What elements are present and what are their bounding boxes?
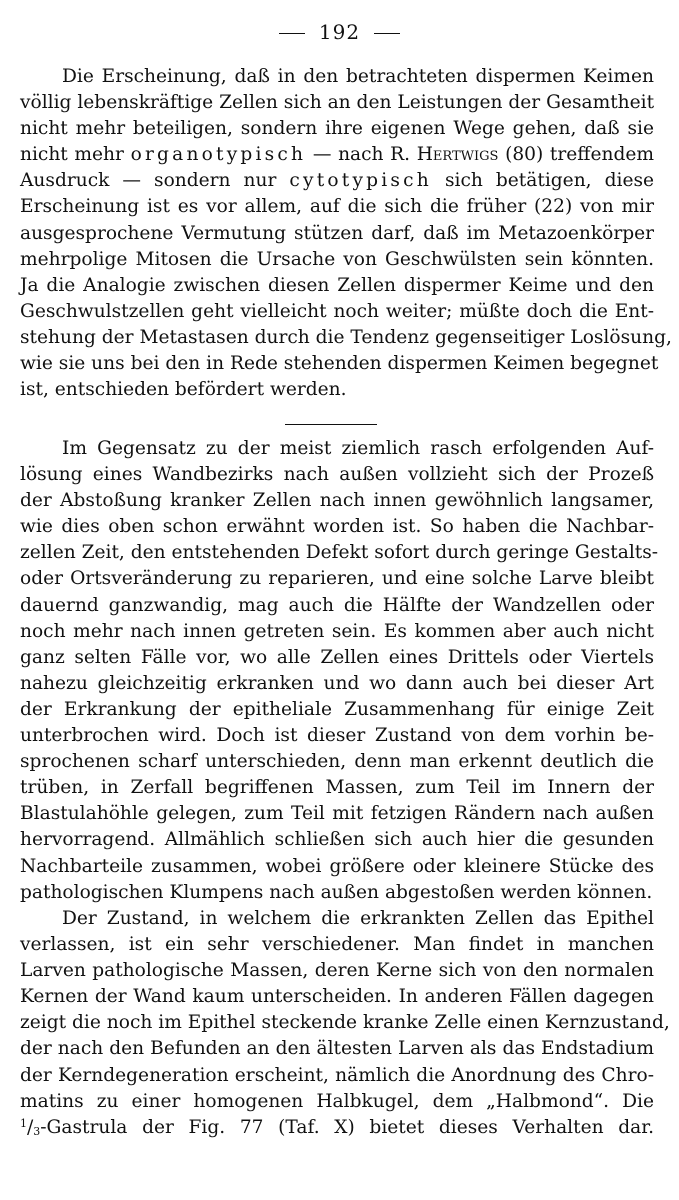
text-line-spaced: nicht mehr organotypisch — nach R. Hertwigs (80) treffendem: [20, 144, 654, 166]
text-line: der Abstoßung kranker Zellen nach innen gewöhnlich langsamer,: [20, 490, 654, 512]
spaced-term: cytotypisch: [289, 170, 432, 192]
paragraph-1: [20, 64, 672, 403]
text-line: zeigt die noch im Epithel steckende kranke Zelle einen Kernzustand,: [20, 1012, 670, 1034]
text-line: völlig lebenskräftige Zellen sich an den Leistungen der Gesamtheit: [20, 92, 655, 114]
section-divider: [285, 424, 377, 425]
text-line-spaced: Ausdruck — sondern nur cytotypisch sich betätigen, diese: [20, 170, 654, 192]
text-line: Blastulahöhle gelegen, zum Teil mit fetzigen Rändern nach außen: [20, 803, 654, 825]
text-line: Im Gegensatz zu der meist ziemlich rasch erfolgenden Auf-: [62, 438, 654, 459]
page-number: 192: [318, 20, 361, 44]
text-line-rest: -Gastrula der Fig. 77 (Taf. X) bietet dieses Verhalten dar.: [40, 1116, 654, 1138]
text-line: Geschwulstzellen geht vielleicht noch weiter; müßte doch die Ent-: [20, 300, 654, 322]
paragraph-2: [20, 436, 659, 906]
text-line: nahezu gleichzeitig erkranken und wo dann auch bei dieser Art: [20, 672, 654, 694]
text-line: lösung eines Wandbezirks nach außen vollzieht sich der Prozeß: [20, 464, 654, 486]
page-header: [0, 20, 679, 44]
text-line: der nach den Befunden an den ältesten Larven als das Endstadium: [20, 1038, 654, 1060]
text-line: verlassen, ist ein sehr verschiedener. Man findet in manchen: [20, 934, 654, 956]
text-line: der Erkrankung der epitheliale Zusammenhang für einige Zeit: [20, 698, 654, 720]
text-line: Ja die Analogie zwischen diesen Zellen dispermer Keime und den: [20, 274, 654, 296]
header-dash-left: [279, 33, 305, 34]
fraction-denominator: 3: [33, 1124, 41, 1138]
text-line: stehung der Metastasen durch die Tendenz gegenseitiger Loslösung,: [20, 326, 672, 348]
paragraph-3: [20, 906, 670, 1141]
text-line: unterbrochen wird. Doch ist dieser Zustand von dem vorhin be-: [20, 725, 654, 747]
text-line: oder Ortsveränderung zu reparieren, und eine solche Larve bleibt: [20, 568, 654, 590]
text-line: ausgesprochene Vermutung stützen darf, daß im Metazoenkörper: [20, 222, 654, 244]
text-line-fraction: $^1/_3$-Gastrula der Fig. 77 (Taf. X) bietet dieses Verhalten dar.: [20, 1116, 654, 1138]
fraction-numerator: 1: [20, 1116, 27, 1130]
text-line: Erscheinung ist es vor allem, auf die sich die früher (22) von mir: [20, 196, 654, 218]
text-line: noch mehr nach innen getreten sein. Es kommen aber auch nicht: [20, 620, 654, 642]
spaced-term: organotypisch: [130, 144, 307, 166]
text-line: Larven pathologische Massen, deren Kerne sich von den normalen: [20, 960, 654, 982]
text-line: dauernd ganzwandig, mag auch die Hälfte der Wandzellen oder: [20, 594, 654, 616]
header-dash-right: [374, 33, 400, 34]
text-line: matins zu einer homogenen Halbkugel, dem „Halbmond“. Die: [20, 1090, 654, 1112]
author-name: Hertwigs: [416, 144, 499, 166]
text-line: sprochenen scharf unterschieden, denn man erkennt deutlich die: [20, 751, 654, 773]
text-line: pathologischen Klumpens nach außen abgestoßen werden können.: [20, 881, 653, 903]
text-line: Der Zustand, in welchem die erkrankten Zellen das Epithel: [62, 908, 654, 929]
text-line: wie sie uns bei den in Rede stehenden dispermen Keimen begegnet: [20, 353, 659, 375]
text-line: ist, entschieden befördert werden.: [20, 379, 347, 401]
text-line: zellen Zeit, den entstehenden Defekt sofort durch geringe Gestalts-: [20, 542, 659, 564]
text-line: trüben, in Zerfall begriffenen Massen, zum Teil im Innern der: [20, 777, 654, 799]
text-line: nicht mehr beteiligen, sondern ihre eigenen Wege gehen, daß sie: [20, 118, 654, 140]
text-line: mehrpolige Mitosen die Ursache von Geschwülsten sein könnten.: [20, 248, 654, 270]
text-line: der Kerndegeneration erscheint, nämlich die Anordnung des Chro-: [20, 1064, 654, 1086]
text-line: Kernen der Wand kaum unterscheiden. In anderen Fällen dagegen: [20, 986, 654, 1008]
text-line: ganz selten Fälle vor, wo alle Zellen eines Drittels oder Viertels: [20, 646, 654, 668]
text-line: Die Erscheinung, daß in den betrachteten dispermen Keimen: [62, 66, 654, 87]
text-line: hervorragend. Allmählich schließen sich auch hier die gesunden: [20, 829, 654, 851]
text-line: wie dies oben schon erwähnt worden ist. So haben die Nachbar-: [20, 516, 654, 538]
text-line: Nachbarteile zusammen, wobei größere oder kleinere Stücke des: [20, 855, 654, 877]
